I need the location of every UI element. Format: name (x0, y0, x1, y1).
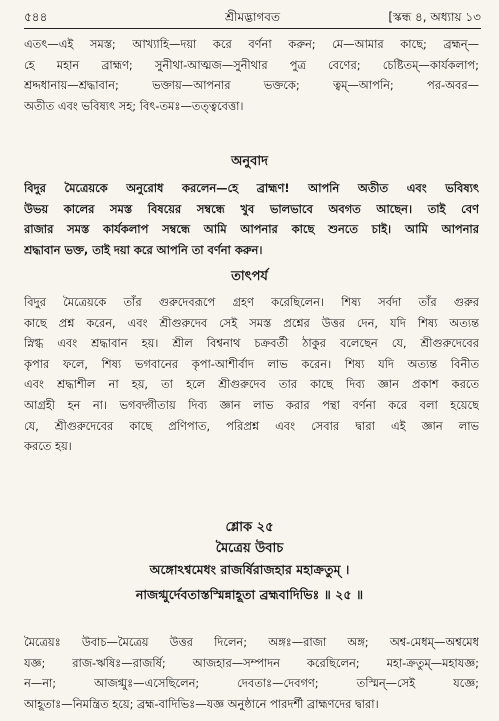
translation-line: উভয় কালের সমস্ত বিষয়ের সম্বন্ধে খুব ভালভাবে অবগত আছেন। তাই বেণ (24, 201, 479, 216)
verse-speaker: মৈত্রেয় উবাচ (215, 541, 284, 556)
translation-text (24, 178, 479, 260)
synonym-line: অতীত এবং ভবিষ্যৎ সহ; বিৎ-তমঃ—তত্ত্ববেত্তা। (24, 98, 244, 113)
purport-line: কৃপার ফলে, শিষ্য ভগবানের কৃপা-আশীর্বাদ লাভ করেন। শিষ্য যদি অত্যন্ত বিনীত (24, 356, 479, 371)
purport-line: বিদুর মৈত্রেয়কে তাঁর গুরুদেবরূপে গ্রহণ করেছিলেন। শিষ্য সর্বদা তাঁর গুরুর (24, 295, 479, 309)
translation-line: শ্রদ্ধাবান ভক্ত, তাই দয়া করে আপনি তা বর্ণনা করুন। (24, 242, 263, 257)
purport-line: করতে হয়। (24, 439, 72, 454)
synonym-line: এতৎ—এই সমস্ত; আখ্যাহি—দয়া করে বর্ণনা করুন; মে—আমার কাছে; ব্রহ্মন্— (24, 37, 479, 51)
synonym-line: শ্রদ্দধানায়—শ্রদ্ধাবান; ভক্তায়—আপনার ভক্তকে; ত্বম্—আপনি; পর-অবর— (24, 78, 479, 93)
chapter-reference: [স্কন্ধ ৪, অধ্যায় ১৩ (388, 10, 481, 24)
running-header (24, 4, 481, 29)
purport-text (24, 292, 479, 457)
purport-line: কাছে প্রশ্ন করেন, এবং শ্রীগুরুদেব সেই সমস্ত প্রশ্নের উত্তর দেন, যদি শিষ্য অত্যন্ত (24, 315, 479, 330)
purport-line: আগ্রহী হন না। ভগবদ্গীতায় দিব্য জ্ঞান লাভ করার পন্থা বর্ণনা করে বলা হয়েছে (24, 397, 479, 412)
purport-line: স্নিগ্ধ এবং শ্রদ্ধাবান হয়। শ্রীল বিশ্বনাথ চক্রবর্তী ঠাকুর বলেছেন যে, শ্রীগুরুদেবের (24, 336, 479, 351)
synonym-line: হে মহান ব্রাহ্মণ; সুনীথা-আত্মজ—সুনীথার পুত্র বেণের; চেষ্টিতম্—কার্যকলাপ; (24, 57, 479, 72)
translation-heading: অনুবাদ (231, 154, 268, 169)
synonyms-bottom (24, 632, 479, 714)
synonyms-top (24, 34, 479, 116)
synonym-line: আহূতাঃ—নিমন্ত্রিত হয়ে; ব্রহ্ম-বাদিভিঃ—যজ্ঞ অনুষ্ঠানে পারদর্শী ব্রাহ্মণদের দ্বারা। (24, 696, 379, 711)
verse-line: নাজগ্মুর্দেবতাস্তস্মিন্নাহূতা ব্রহ্মবাদিভিঃ ॥ ২৫ ॥ (135, 587, 364, 602)
synonym-line: ন—না; আজগ্মুঃ—এসেছিলেন; দেবতাঃ—দেবগণ; তস্মিন্—সেই যজ্ঞে; (24, 676, 479, 691)
synonym-line: যজ্ঞ; রাজ-ঋষিঃ—রাজর্ষি; আজহার—সম্পাদন করেছিলেন; মহা-ক্রতুম্—মহাযজ্ঞ; (24, 655, 479, 670)
book-title: শ্রীমদ্ভাগবত (224, 10, 280, 24)
page-number: ৫৪৪ (24, 10, 48, 24)
purport-line: যে, শ্রীগুরুদেবের কাছে প্রণিপাত, পরিপ্রশ্ন এবং সেবার দ্বারা এই জ্ঞান লাভ (24, 418, 479, 433)
purport-line: এবং শ্রদ্ধাশীল না হয়, তা হলে শ্রীগুরুদেব তার কাছে দিব্য জ্ঞান প্রকাশ করতে (24, 377, 479, 392)
synonym-line: মৈত্রেয়ঃ উবাচ—মৈত্রেয় উত্তর দিলেন; অঙ্গঃ—রাজা অঙ্গ; অশ্ব-মেধম্—অশ্বমেধ (24, 635, 479, 649)
translation-line: রাজার সমস্ত কার্যকলাপ সম্বন্ধে আমি আপনার কাছে শুনতে চাই। আমি আপনার (24, 222, 479, 237)
translation-line: বিদুর মৈত্রেয়কে অনুরোধ করলেন—হে ব্রাহ্মণ! আপনি অতীত এবং ভবিষ্যৎ (24, 181, 479, 195)
purport-heading: তাৎপর্য (231, 269, 268, 284)
verse-line: অঙ্গোঽশ্বমেধং রাজর্ষিরাজহার মহাক্রতুম্ । (149, 562, 350, 577)
verse-number: শ্লোক ২৫ (225, 520, 274, 535)
